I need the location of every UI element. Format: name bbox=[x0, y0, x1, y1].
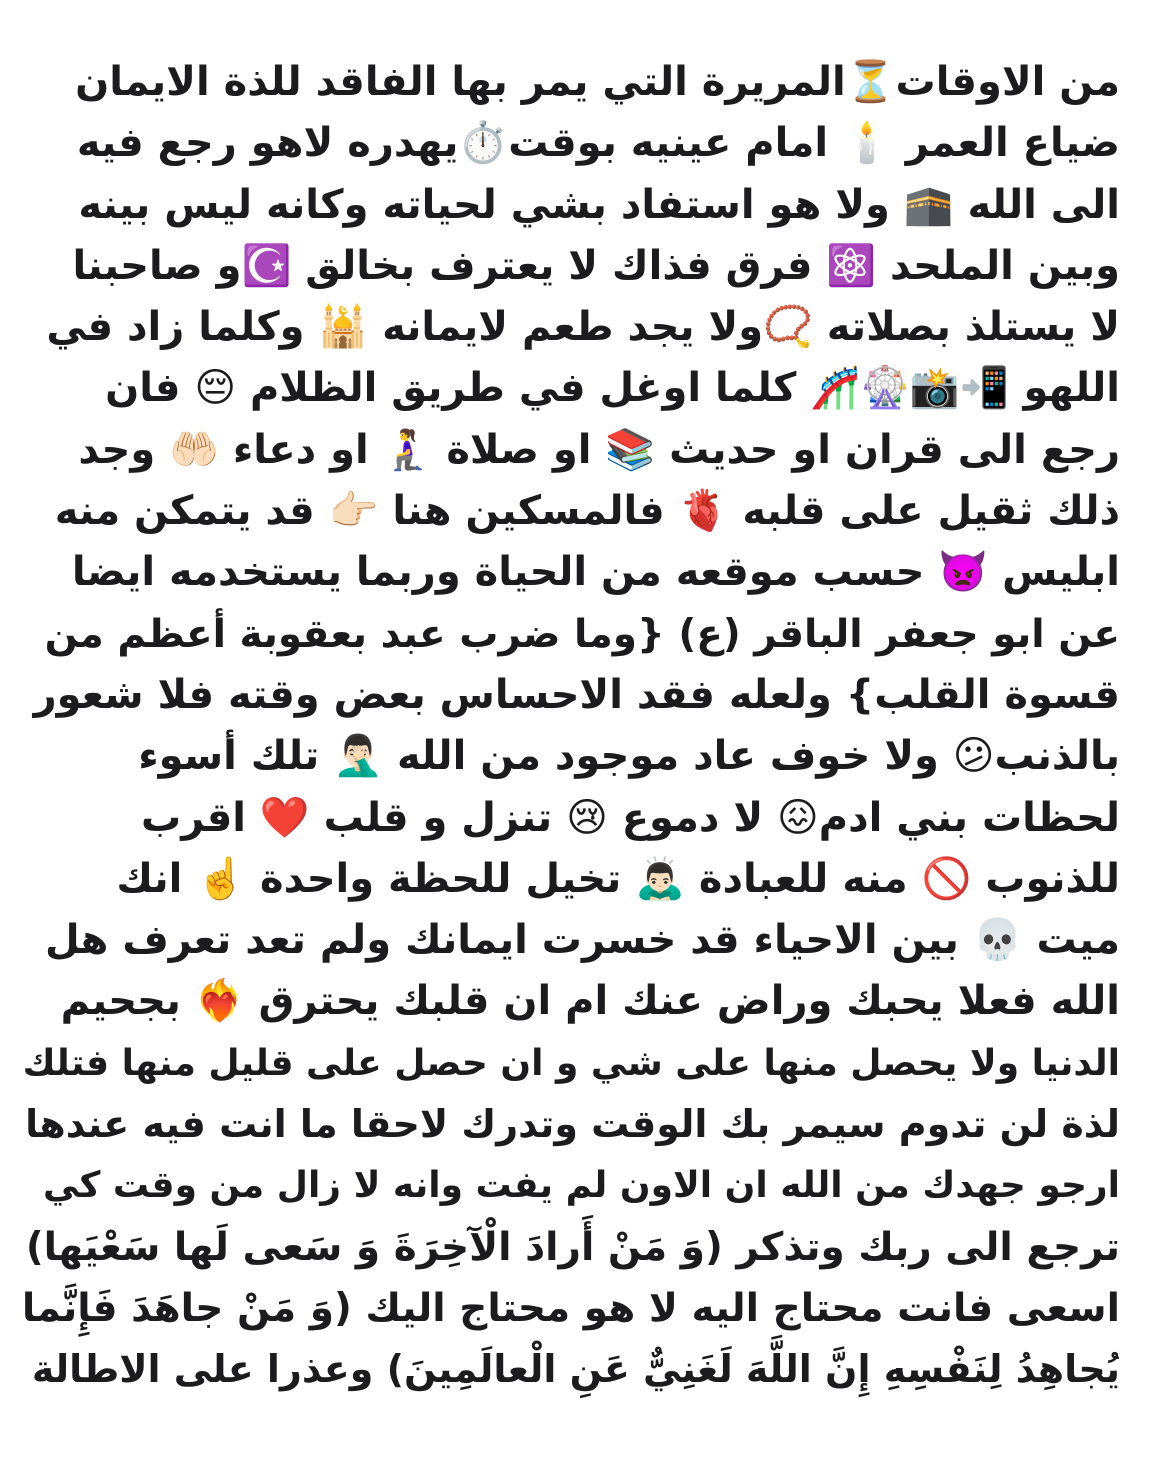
note-line: للذنوب 🚫 منه للعبادة 🙇🏻‍♂️ تخيل للحظة واحدة ☝️ انك bbox=[116, 855, 1120, 902]
note-line: لا يستلذ بصلاته 📿ولا يجد طعم لايمانه 🕌 وكلما زاد في bbox=[46, 304, 1120, 351]
note-line: ميت 💀 بين الاحياء قد خسرت ايمانك ولم تعد تعرف هل bbox=[44, 917, 1120, 964]
note-line: ترجع الى ربك وتذكر (وَ مَنْ أَرادَ الْآخِرَةَ وَ سَعى لَها سَعْيَها) bbox=[25, 1224, 1120, 1270]
note-line: يُجاهِدُ لِنَفْسِهِ إِنَّ اللَّهَ لَغَنِيٌّ عَنِ الْعالَمِينَ) وعذرا على الاطالة bbox=[31, 1347, 1120, 1392]
note-line: ابليس 👿 حسب موقعه من الحياة وربما يستخدمه ايضا bbox=[71, 549, 1120, 596]
note-line: ارجو جهدك من الله ان الاون لم يفت وانه لا زال من وقت كي bbox=[43, 1165, 1120, 1207]
note-line: اسعى فانت محتاج اليه لا هو محتاج اليك (وَ مَنْ جاهَدَ فَإِنَّما bbox=[21, 1285, 1120, 1331]
note-line: الى الله 🕋 ولا هو استفاد بشي لحياته وكانه ليس بينه bbox=[78, 181, 1120, 228]
note-line: ذلك ثقيل على قلبه 🫀 فالمسكين هنا 👉🏻 قد يتمكن منه bbox=[54, 488, 1120, 535]
note-line: بالذنب😕 ولا خوف عاد موجود من الله 🤦🏻‍♂️ تلك أسوء bbox=[138, 733, 1120, 780]
note-line: وبين الملحد ⚛️ فرق فذاك لا يعترف بخالق ☪️و صاحبنا bbox=[72, 242, 1120, 289]
note-line: لحظات بني ادم😖 لا دموع 😢 تنزل و قلب ❤️ اقرب bbox=[141, 794, 1120, 841]
note-line: ضياع العمر 🕯️ امام عينيه بوقت⏱️يهدره لاهو رجع فيه bbox=[76, 120, 1120, 167]
note-line: قسوة القلب} ولعله فقد الاحساس بعض وقته فلا شعور bbox=[33, 671, 1120, 718]
note-line: الدنيا ولا يحصل منها على شي و ان حصل على قليل منها فتلك bbox=[22, 1042, 1120, 1084]
note-line: لذة لن تدوم سيمر بك الوقت وتدرك لاحقا ما انت فيه عندها bbox=[25, 1102, 1120, 1147]
note-line: عن ابو جعفر الباقر (ع) {وما ضرب عبد بعقوبة أعظم من bbox=[44, 611, 1120, 657]
note-line: اللهو 📲📸🎡🎢 كلما اوغل في طريق الظلام 😔 فان bbox=[105, 365, 1120, 412]
note-line: الله فعلا يحبك وراض عنك ام ان قلبك يحترق ❤️‍🔥 بجحيم bbox=[60, 978, 1120, 1025]
note-line: رجع الى قران او حديث 📚 او صلاة 🧎‍♀️ او دعاء 🤲🏻 وجد bbox=[78, 426, 1120, 473]
note-line: من الاوقات⏳المريرة التي يمر بها الفاقد للذة الايمان bbox=[75, 59, 1120, 105]
note-body bbox=[20, 52, 1120, 1401]
